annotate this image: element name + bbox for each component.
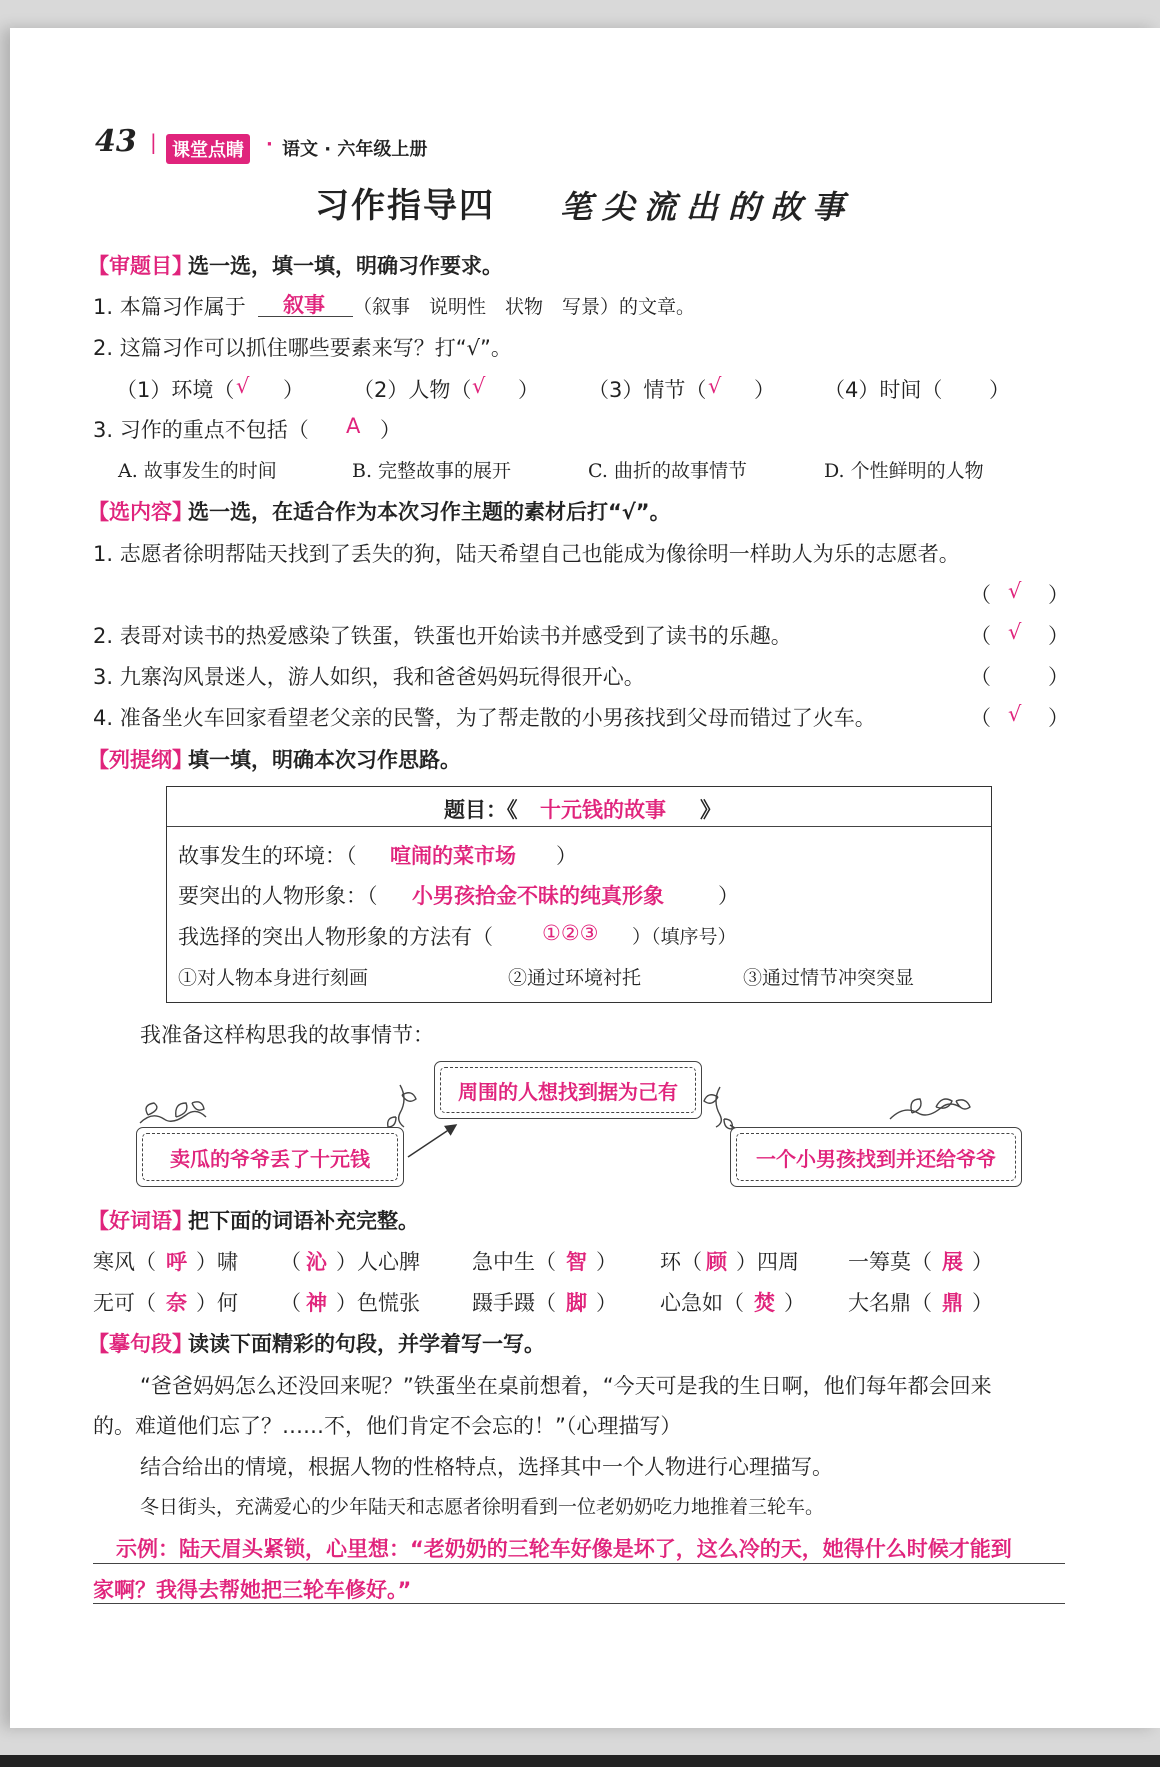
idiom-r2-5-ans: 鼎 (942, 1291, 963, 1315)
plot-step-1-text: 卖瓜的爷爷丢了十元钱 (142, 1133, 398, 1181)
section-instruction-vocab: 把下面的词语补充完整。 (188, 1209, 419, 1233)
character-answer: 小男孩拾金不昧的纯真形象 (412, 884, 664, 908)
material-2-text: 2. 表哥对读书的热爱感染了铁蛋，铁蛋也开始读书并感受到了读书的乐趣。 (93, 624, 792, 648)
plot-step-2-text: 周围的人想找到据为己有 (440, 1067, 696, 1113)
plot-step-3-text: 一个小男孩找到并还给爷爷 (736, 1133, 1016, 1181)
plot-step-3 (730, 1127, 1022, 1187)
material-3-close: ） (1048, 665, 1069, 689)
idiom-r1-2-ans: 沁 (306, 1250, 327, 1274)
vine-decoration-center-right (704, 1087, 732, 1129)
idiom-r1-1-ans: 呼 (166, 1250, 187, 1274)
opt-3-label: （3）情节（ (588, 378, 707, 402)
topic-answer: 十元钱的故事 (540, 798, 666, 822)
sample-passage-line-2: 的。难道他们忘了？……不，他们肯定不会忘的！”（心理描写） (93, 1414, 682, 1438)
idiom-r1-3-pre: 急中生（ (472, 1250, 556, 1274)
page-title: 习作指导四 (315, 186, 495, 226)
material-4-text: 4. 准备坐火车回家看望老父亲的民警，为了帮走散的小男孩找到父母而错过了火车。 (93, 706, 876, 730)
idiom-r2-3-ans: 脚 (566, 1291, 587, 1315)
method-option-2: ②通过环境衬托 (508, 967, 642, 989)
idiom-r2-1-pre: 无可（ (93, 1291, 156, 1315)
idiom-r1-4-ans: 顾 (706, 1250, 727, 1274)
idiom-r2-5-post: ） (972, 1291, 993, 1315)
material-4-open: （ (970, 706, 991, 730)
choice-b: B. 完整故事的展开 (352, 460, 512, 482)
sample-passage-line-1: “爸爸妈妈怎么还没回来呢？”铁蛋坐在桌前想着，“今天可是我的生日啊，他们每年都会回来 (140, 1374, 992, 1398)
plot-step-2 (434, 1061, 702, 1119)
idiom-r2-2-pre: （ (280, 1291, 301, 1315)
opt-3-close: ） (754, 378, 775, 402)
example-answer-line-1: 示例：陆天眉头紧锁，心里想：“老奶奶的三轮车好像是坏了，这么冷的天，她得什么时候才能到 (116, 1537, 1012, 1561)
opt-1-close: ） (283, 378, 304, 402)
idiom-r2-1-ans: 奈 (166, 1291, 187, 1315)
idiom-r2-2-post: ）色慌张 (336, 1291, 420, 1315)
q1-suffix: （叙事 说明性 状物 写景）的文章。 (353, 296, 696, 318)
opt-1-label: （1）环境（ (116, 378, 235, 402)
material-3-open: （ (970, 665, 991, 689)
idiom-r1-2-pre: （ (280, 1250, 301, 1274)
idiom-r2-5-pre: 大名鼎（ (848, 1291, 932, 1315)
character-suffix: ） (718, 884, 739, 908)
opt-4-close: ） (989, 378, 1010, 402)
idiom-r1-3-ans: 智 (566, 1250, 587, 1274)
q3-answer: A (346, 414, 361, 438)
opt-3-check: √ (708, 374, 722, 398)
section-tag-content: 【选内容】 (88, 500, 193, 524)
section-tag-imitate: 【摹句段】 (88, 1332, 193, 1356)
header-divider: | (150, 130, 157, 154)
material-1-text: 1. 志愿者徐明帮陆天找到了丢失的狗，陆天希望自己也能成为像徐明一样助人为乐的志愿者。 (93, 542, 960, 566)
q3-prefix: 3. 习作的重点不包括（ (93, 418, 309, 442)
topic-prefix: 题目：《 (444, 798, 518, 822)
opt-1-check: √ (236, 374, 250, 398)
section-tag-vocab: 【好词语】 (88, 1209, 193, 1233)
opt-2-check: √ (472, 374, 486, 398)
section-instruction-review: 选一选，填一填，明确习作要求。 (188, 254, 503, 278)
answer-line-2 (93, 1603, 1065, 1604)
idiom-r2-4-post: ） (784, 1291, 805, 1315)
idiom-r1-2-post: ）人心脾 (336, 1250, 420, 1274)
material-1-close: ） (1048, 583, 1069, 607)
idiom-r2-4-ans: 焚 (754, 1291, 775, 1315)
plot-intro: 我准备这样构思我的故事情节： (140, 1023, 434, 1047)
plot-arrow-rise (408, 1125, 456, 1157)
topic-suffix: 》 (700, 798, 721, 822)
method-answer: ①②③ (542, 921, 599, 945)
vine-decoration-left (140, 1102, 206, 1123)
idiom-r2-3-pre: 蹑手蹑（ (472, 1291, 556, 1315)
q2-text: 2. 这篇习作可以抓住哪些要素来写？打“√”。 (93, 336, 512, 360)
section-instruction-content: 选一选，在适合作为本次习作主题的素材后打“√”。 (188, 500, 671, 524)
material-4-check: √ (1008, 702, 1022, 726)
q1-answer: 叙事 (283, 293, 325, 317)
section-tag-outline: 【列提纲】 (88, 748, 193, 772)
env-prefix: 故事发生的环境：（ (178, 844, 357, 868)
bottom-edge (0, 1755, 1160, 1767)
answer-line-1 (93, 1563, 1065, 1564)
section-instruction-imitate: 读读下面精彩的句段，并学着写一写。 (188, 1332, 545, 1356)
idiom-r1-1-post: ）啸 (196, 1250, 238, 1274)
method-option-3: ③通过情节冲突突显 (743, 967, 915, 989)
idiom-r2-3-post: ） (596, 1291, 617, 1315)
material-2-check: √ (1008, 620, 1022, 644)
q3-suffix: ） (380, 418, 401, 442)
idiom-r1-5-ans: 展 (942, 1250, 963, 1274)
header-badge: 课堂点睛 (166, 134, 250, 164)
env-answer: 喧闹的菜市场 (390, 844, 516, 868)
method-suffix: ）（填序号） (632, 926, 737, 948)
q1-prefix: 1. 本篇习作属于 (93, 295, 246, 319)
choice-c: C. 曲折的故事情节 (588, 460, 747, 482)
choice-d: D. 个性鲜明的人物 (824, 460, 984, 482)
header-subject: 语文 · 六年级上册 (282, 139, 428, 160)
material-1-check: √ (1008, 579, 1022, 603)
outline-header-divider (167, 826, 991, 827)
method-prefix: 我选择的突出人物形象的方法有（ (178, 925, 493, 949)
page-subtitle: 笔尖流出的故事 (560, 188, 855, 226)
idiom-r1-1-pre: 寒风（ (93, 1250, 156, 1274)
idiom-r1-4-post: ）四周 (736, 1250, 799, 1274)
task-instruction: 结合给出的情境，根据人物的性格特点，选择其中一个人物进行心理描写。 (140, 1455, 833, 1479)
idiom-r1-4-pre: 环（ (660, 1250, 702, 1274)
material-2-open: （ (970, 624, 991, 648)
env-suffix: ） (556, 844, 577, 868)
example-answer-line-2: 家啊？我得去帮她把三轮车修好。” (93, 1578, 412, 1602)
task-scenario: 冬日街头，充满爱心的少年陆天和志愿者徐明看到一位老奶奶吃力地推着三轮车。 (140, 1496, 825, 1518)
vine-decoration-center-left (388, 1085, 416, 1127)
section-instruction-outline: 填一填，明确本次习作思路。 (188, 748, 461, 772)
idiom-r1-5-post: ） (972, 1250, 993, 1274)
method-option-1: ①对人物本身进行刻画 (178, 967, 369, 989)
idiom-r2-1-post: ）何 (196, 1291, 238, 1315)
page-number: 43 (95, 124, 137, 159)
opt-2-label: （2）人物（ (353, 378, 472, 402)
choice-a: A. 故事发生的时间 (118, 460, 277, 482)
material-4-close: ） (1048, 706, 1069, 730)
material-3-text: 3. 九寨沟风景迷人，游人如织，我和爸爸妈妈玩得很开心。 (93, 665, 645, 689)
section-tag-review: 【审题目】 (88, 254, 193, 278)
opt-4-label: （4）时间（ (824, 378, 943, 402)
character-prefix: 要突出的人物形象：（ (178, 884, 378, 908)
idiom-r2-2-ans: 神 (306, 1291, 327, 1315)
idiom-r1-3-post: ） (596, 1250, 617, 1274)
vine-decoration-right (890, 1099, 970, 1119)
plot-step-1 (136, 1127, 404, 1187)
header-dot: · (266, 134, 273, 155)
opt-2-close: ） (518, 378, 539, 402)
idiom-r1-5-pre: 一筹莫（ (848, 1250, 932, 1274)
material-2-close: ） (1048, 624, 1069, 648)
idiom-r2-4-pre: 心急如（ (660, 1291, 744, 1315)
material-1-open: （ (970, 583, 991, 607)
